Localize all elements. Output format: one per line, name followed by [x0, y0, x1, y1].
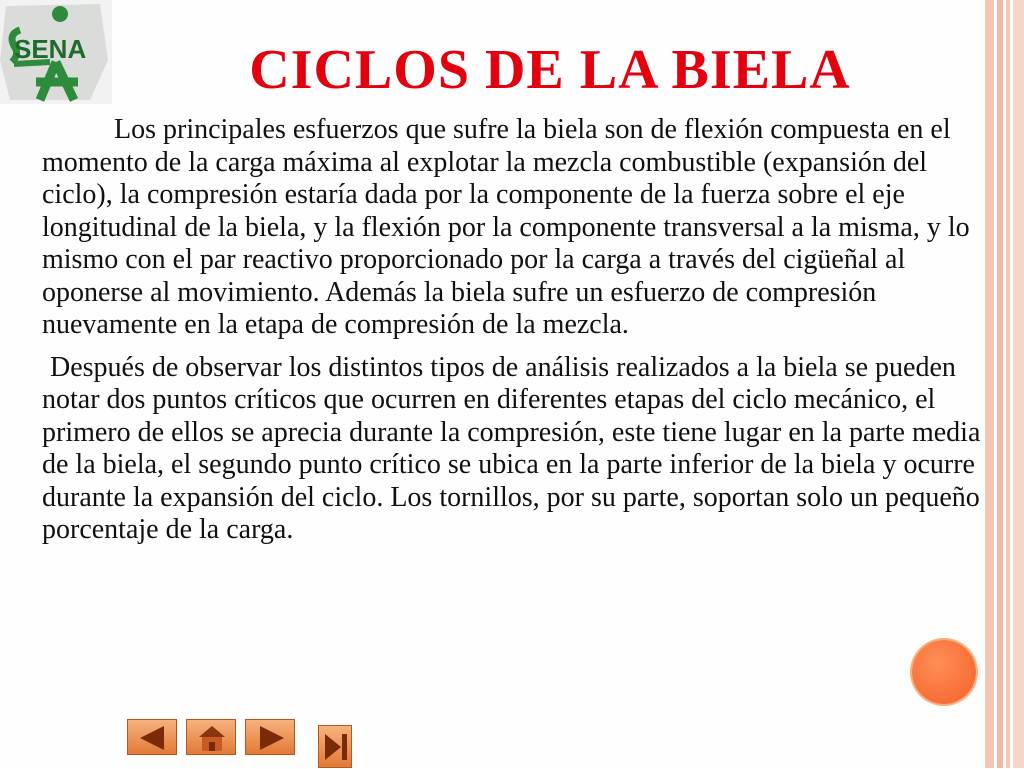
decorative-stripe	[1013, 0, 1024, 768]
next-button[interactable]	[245, 719, 295, 755]
home-button[interactable]	[186, 719, 236, 755]
sena-logo	[0, 0, 112, 104]
svg-text:SENA: SENA	[14, 34, 87, 64]
decorative-stripe	[997, 0, 1003, 768]
slide-title: CICLOS DE LA BIELA	[249, 39, 851, 101]
title-container	[210, 38, 890, 102]
paragraph: Los principales esfuerzos que sufre la biela son de flexión compuesta en el momento de la carga máxima al explotar la mezcla combustible (expansión del ciclo), la compresión estaría dada por la componente de la fuerza sobre el eje longitudinal de la biela, y la flexión por la componente transversal a la misma, y lo mismo con el par reactivo proporcionado por la carga a través del cigüeñal al oponerse al movimiento. Además la biela sufre un esfuerzo de compresión nuevamente en la etapa de compresión de la mezcla.	[42, 114, 970, 340]
skip-end-icon	[319, 726, 353, 769]
decorative-circle	[912, 640, 976, 704]
slide-body	[42, 114, 992, 547]
previous-button[interactable]	[127, 719, 177, 755]
arrow-right-icon	[246, 720, 296, 756]
decorative-stripe	[1006, 0, 1010, 768]
last-button[interactable]	[318, 725, 352, 768]
arrow-left-icon	[128, 720, 178, 756]
paragraph: Después de observar los distintos tipos de análisis realizados a la biela se pueden notar dos puntos críticos que ocurren en diferentes etapas del ciclo mecánico, el primero de ellos se aprecia durante la compresión, este tiene lugar en la parte media de la biela, el segundo punto crítico se ubica en la parte inferior de la biela y ocurre durante la expansión del ciclo. Los tornillos, por su parte, soportan solo un pequeño porcentaje de la carga.	[42, 351, 981, 545]
house-icon	[187, 720, 237, 756]
